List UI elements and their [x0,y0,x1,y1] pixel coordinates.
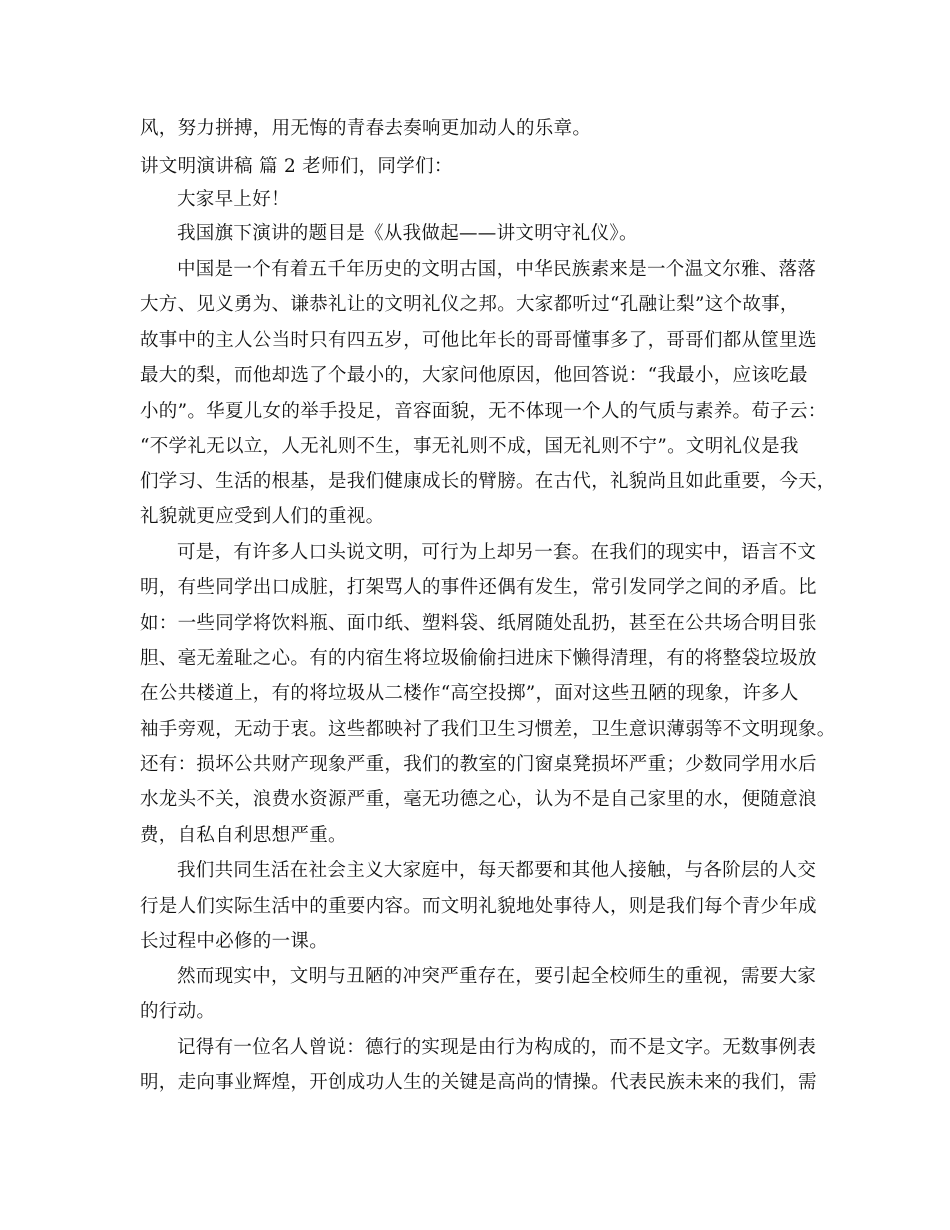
text-line: 然而现实中，文明与丑陋的冲突严重存在，要引起全校师生的重视，需要大家 [177,966,817,987]
text-line: 最大的梨，而他却选了个最小的，大家问他原因，他回答说：“我最小，应该吃最 [140,365,808,386]
text-line: 明，走向事业辉煌，开创成功人生的关键是高尚的情操。代表民族未来的我们，需 [140,1072,817,1093]
text-line: 的行动。 [140,1001,216,1022]
text-line: 行是人们实际生活中的重要内容。而文明礼貌地处事待人，则是我们每个青少年成 [140,896,817,917]
text-line: 长过程中必修的一课。 [140,931,329,952]
text-line: 可是，有许多人口头说文明，可行为上却另一套。在我们的现实中，语言不文 [177,542,817,563]
text-line: 们学习、生活的根基，是我们健康成长的臂膀。在古代，礼貌尚且如此重要，今天， [140,471,836,492]
text-line: 袖手旁观，无动于衷。这些都映衬了我们卫生习惯差，卫生意识薄弱等不文明现象。 [140,719,836,740]
text-line: 还有：损坏公共财产现象严重，我们的教室的门窗桌凳损坏严重；少数同学用水后 [140,754,817,775]
text-line: 风，努力拼搏，用无悔的青春去奏响更加动人的乐章。 [140,118,592,139]
text-line: 胆、毫无羞耻之心。有的内宿生将垃圾偷偷扫进床下懒得清理，有的将整袋垃圾放 [140,648,817,669]
text-line: 在公共楼道上，有的将垃圾从二楼作“高空投掷”，面对这些丑陋的现象，许多人 [140,683,799,704]
text-line: “不学礼无以立，人无礼则不生，事无礼则不成，国无礼则不宁”。文明礼仪是我 [140,436,799,457]
text-line: 我国旗下演讲的题目是《从我做起——讲文明守礼仪》。 [177,223,638,244]
text-line: 故事中的主人公当时只有四五岁，可他比年长的哥哥懂事多了，哥哥们都从筐里选 [140,330,817,351]
text-line: 中国是一个有着五千年历史的文明古国，中华民族素来是一个温文尔雅、落落 [177,259,817,280]
text-line: 小的”。华夏儿女的举手投足，音容面貌，无不体现一个人的气质与素养。荀子云： [140,401,827,422]
text-line: 大家早上好！ [177,189,290,210]
text-line: 我们共同生活在社会主义大家庭中，每天都要和其他人接触，与各阶层的人交 [177,860,817,881]
text-line: 大方、见义勇为、谦恭礼让的文明礼仪之邦。大家都听过“孔融让梨”这个故事， [140,294,799,315]
text-line: 记得有一位名人曾说：德行的实现是由行为构成的，而不是文字。无数事例表 [177,1037,817,1058]
text-line: 明，有些同学出口成脏，打架骂人的事件还偶有发生，常引发同学之间的矛盾。比 [140,577,817,598]
text-line: 讲文明演讲稿 篇 2 老师们，同学们： [140,156,453,177]
text-line: 费，自私自利思想严重。 [140,825,347,846]
text-line: 礼貌就更应受到人们的重视。 [140,506,385,527]
text-line: 水龙头不关，浪费水资源严重，毫无功德之心，认为不是自己家里的水，便随意浪 [140,789,817,810]
text-line: 如：一些同学将饮料瓶、面巾纸、塑料袋、纸屑随处乱扔，甚至在公共场合明目张 [140,613,817,634]
